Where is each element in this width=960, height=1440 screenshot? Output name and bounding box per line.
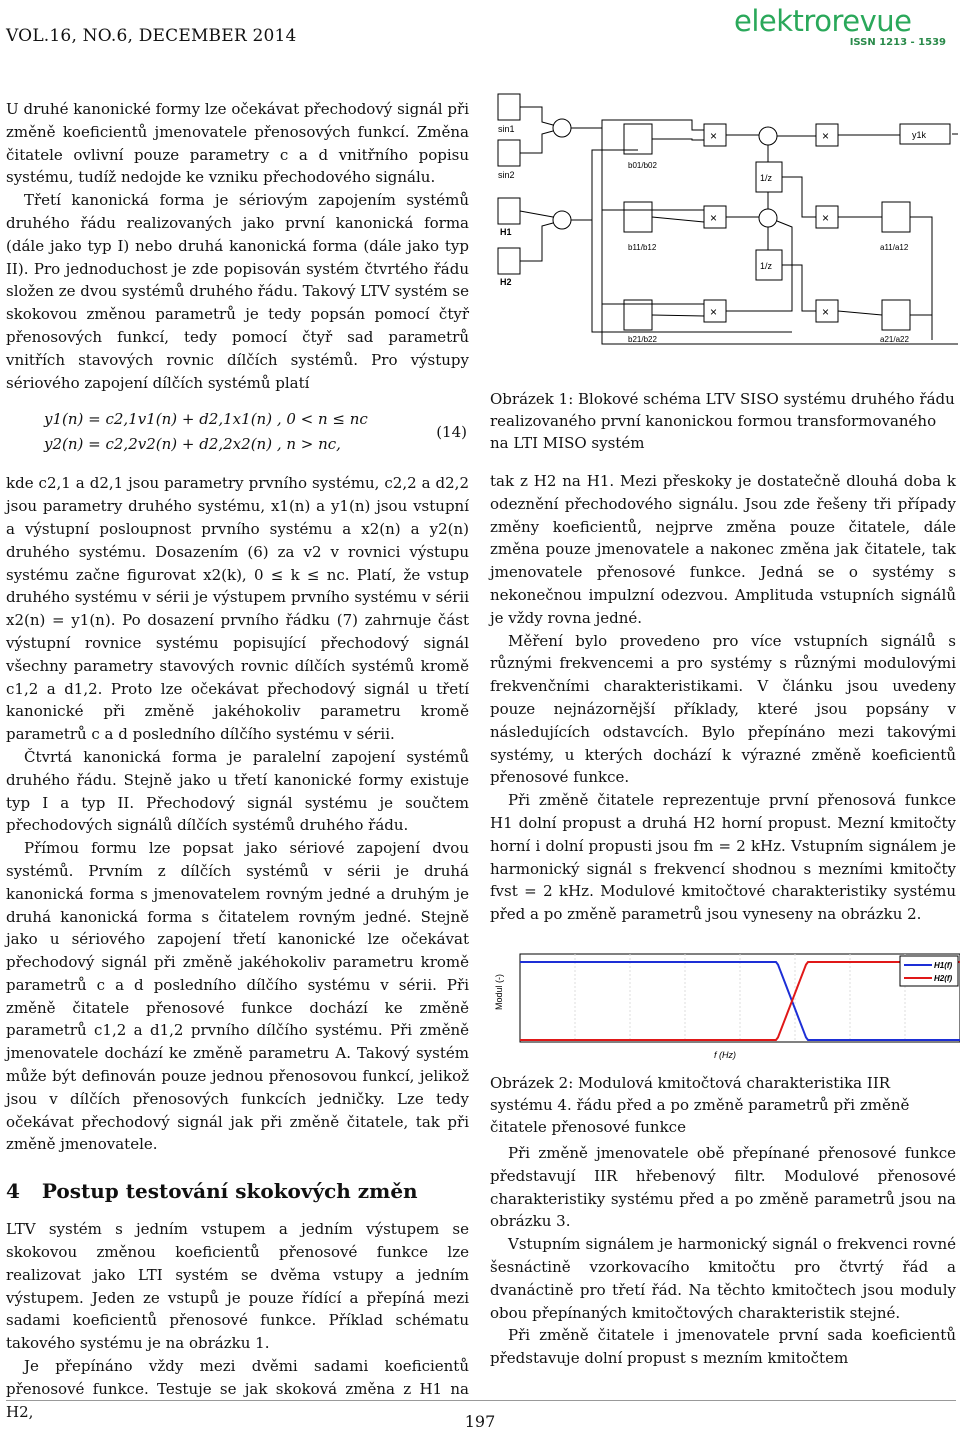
label-a11a12: a11/a12 (880, 243, 909, 252)
equation-number: (14) (436, 422, 467, 441)
sine-source-2 (498, 140, 520, 166)
step-source-h2 (498, 248, 520, 274)
svg-text:×: × (710, 211, 718, 225)
equation-line-1: y1(n) = c2,1v1(n) + d2,1x1(n) , 0 < n ≤ nc (44, 410, 368, 429)
sum-block-1 (553, 119, 571, 137)
label-delay-2: 1/z (760, 261, 773, 271)
paragraph: kde c2,1 a d2,1 jsou parametry prvního systému, c2,2 a d2,2 jsou parametry druhého systému, x1(n) a y1(n) jsou vstupní a výstupní posloupnost prvního systému a x2(n) a y2(n) druhého systému. Dosazením (6) za v2 v rovnici výstupu systému začne figurovat x2(k), 0 ≤ k ≤ nc. Platí, že vstup druhého systému v sérii je výstupem prvního systému v sérii x2(n) = y1(n). Po dosazení prvního řádku (7) zahrnuje část výstupní rovnice systému popisující přechodový signál všechny parametry stavových rovnic dílčích systémů kromě c1,2 a d1,2. Proto lze očekávat přechodový signál u třetí kanonické při změně jakéhokoliv parametru kromě parametrů c a d posledního dílčího systému v sérii. (6, 474, 469, 744)
paragraph: tak z H2 na H1. Mezi přeskoky je dostatečně dlouhá doba k odeznění přechodového signálu. Jsou zde řešeny tři případy změny koeficientů, nejprve změna pouze čitatele, dále změna pouze jmenovatele a nakonec změna jak čitatele, tak jmenovatele přenosové funkce. Jedná se o systémy s nekonečnou impulzní odezvou. Amplituda vstupních signálů je vždy rovna jedné. (490, 472, 956, 627)
label-sin1: sin1 (498, 124, 515, 134)
label-output: y1k (912, 130, 927, 140)
label-b21b22: b21/b22 (628, 335, 657, 344)
right-column-upper (490, 470, 956, 926)
paragraph: Je přepínáno vždy mezi dvěmi sadami koeficientů přenosové funkce. Testuje se jak skoková změna z H1 na H2, (6, 1357, 469, 1421)
label-delay-1: 1/z (760, 173, 773, 183)
paragraph: Při změně čitatele i jmenovatele první sada koeficientů představuje dolní propust s mezním kmitočtem (490, 1326, 956, 1368)
label-sin2: sin2 (498, 170, 515, 180)
journal-issue: VOL.16, NO.6, DECEMBER 2014 (6, 26, 297, 46)
right-column-lower (490, 1142, 956, 1370)
svg-text:×: × (710, 129, 718, 143)
page-number: 197 (464, 1412, 496, 1431)
frequency-response-chart (492, 950, 960, 1062)
gain-a21-a22 (882, 300, 910, 330)
svg-text:×: × (822, 211, 830, 225)
y-axis-label: Modul (-) (494, 973, 504, 1010)
series-h2-line (520, 962, 960, 1040)
section-number: 4 (6, 1179, 20, 1204)
issn: ISSN 1213 - 1539 (849, 37, 946, 48)
paragraph: Vstupním signálem je harmonický signál o frekvenci rovné šesnáctině vzorkovacího kmitočtu pro čtvrtý řád a dvanáctině pro třetí řád. Na těchto kmitočtech jsou moduly obou přepínaných kmitočtových charakteristik stejné. (490, 1235, 956, 1322)
label-h1: H1 (500, 227, 512, 237)
sum-block-3 (759, 127, 777, 145)
equation-line-2: y2(n) = c2,2v2(n) + d2,2x2(n) , n > nc, (44, 435, 341, 454)
logo-part-a: elektro (734, 4, 832, 38)
label-h2: H2 (500, 277, 512, 287)
left-column (6, 98, 469, 1423)
figure-1-caption: Obrázek 1: Blokové schéma LTV SISO systému druhého řádu realizovaného první kanonickou formou transformovaného na LTI MISO systém (490, 390, 955, 452)
paragraph: Při změně jmenovatele obě přepínané přenosové funkce představují IIR hřebenový filtr. Modulové přenosové charakteristiky systému před a po změně parametrů jsou na obrázku 3. (490, 1144, 956, 1231)
equation-14 (6, 406, 469, 458)
series-h1-line (520, 962, 960, 1040)
journal-logo (734, 6, 952, 46)
svg-text:×: × (822, 129, 830, 143)
svg-text:×: × (710, 305, 718, 319)
x-axis-label: f (Hz) (714, 1050, 736, 1060)
section-heading (6, 1178, 469, 1204)
paragraph: U druhé kanonické formy lze očekávat přechodový signál při změně koeficientů jmenovatele přenosových funkcí. Změna čitatele ovlivní pouze parametry c a d vnitřního popisu systému, tudíž nedojde ke vzniku přechodového signálu. (6, 100, 469, 187)
figure-2-caption: Obrázek 2: Modulová kmitočtová charakteristika IIR systému 4. řádu před a po změně parametrů při změně čitatele přenosové funkce (490, 1074, 910, 1136)
paragraph: Čtvrtá kanonická forma je paralelní zapojení systémů druhého řádu. Stejně jako u třetí kanonické formy existuje typ I a typ II. Přechodový signál systému je součtem přechodových signálů dílčích systémů druhého řádu. (6, 747, 469, 835)
gain-a11-a12 (882, 202, 910, 232)
legend-label-h2: H2(f) (934, 974, 953, 983)
paragraph: Třetí kanonická forma je sériovým zapojením systémů druhého řádu realizovaných jako první kanonická forma (dále jako typ I) nebo druhá kanonická forma (dále jako typ II). Pro jednoduchost je zde popisován systém čtvrtého řádu složen ze dvou systémů druhého řádu. Takový LTV systém se skokovou změnou parametrů je tedy popsán pomocí čtyř přenosových funkcí, tedy pomocí čtyř sad parametrů vnitřích stavových rovnic dílčích systémů. Pro výstupy sériového zapojení dílčích systémů platí (6, 191, 469, 392)
footer-rule (6, 1400, 956, 1401)
paragraph: Při změně čitatele reprezentuje první přenosová funkce H1 dolní propust a druhá H2 horní propust. Mezní kmitočty horní i dolní propusti jsou fm = 2 kHz. Vstupním signálem je harmonický signál s frekvencí shodnou s mezními kmitočty fvst = 2 kHz. Modulové kmitočtové charakteristiky systému před a po změně parametrů jsou vyneseny na obrázku 2. (490, 791, 956, 924)
label-b01b02: b01/b02 (628, 161, 657, 170)
label-a21a22: a21/a22 (880, 335, 909, 344)
gain-b11-b12 (624, 202, 652, 232)
step-source-h1 (498, 198, 520, 224)
legend-label-h1: H1(f) (934, 961, 953, 970)
section-title: Postup testování skokových změn (41, 1179, 418, 1204)
paragraph: LTV systém s jedním vstupem a jedním výstupem se skokovou změnou koeficientů přenosové funkce lze realizovat jako LTI systém se dvěma vstupy a jedním výstupem. Jeden ze vstupů je pouze řídící a přepíná mezi sadami koeficientů přenosové funkce. Příklad schématu takového systému je na obrázku 1. (6, 1220, 469, 1353)
paragraph: Přímou formu lze popsat jako sériové zapojení dvou systémů. Prvním z dílčích systémů v sérii je druhá kanonická forma s jmenovatelem rovným jedné a druhým je druhá kanonická forma s čitatelem rovným jedné. Stejně jako u sériového zapojení třetí kanonické lze očekávat přechodový signál při změně jakéhokoliv parametru kromě parametrů c a d posledního dílčího systému v sérii. Při změně čitatele přenosové funkce dochází ke změně parametrů c1,2 a d1,2 prvního dílčího systému. Při změně jmenovatele dochází ke změně parametru A. Takový systém může být definován pouze jednou přenosovou funkcí, jelikož jsou v dílčích přenosových funkcích jedničky. Lze tedy očekávat přechodový signál jak při změně čitatele, tak při změně jmenovatele. (6, 839, 469, 1154)
paragraph: Měření bylo provedeno pro více vstupních signálů s různými frekvencemi a pro systémy s různými modulovými frekvenčními charakteristikami. V článku jsou uvedeny pouze nejnázornější příklady, které jsou popsány v následujících odstavcích. Bylo přepínáno mezi takovými systémy, u kterých dochází k výrazné změně koeficientů přenosové funkce. (490, 631, 956, 787)
sine-source-1 (498, 94, 520, 120)
block-diagram-figure (492, 90, 958, 352)
sum-block-2 (553, 211, 571, 229)
logo-part-b: revue (831, 4, 912, 38)
label-b11b12: b11/b12 (628, 243, 657, 252)
sum-block-4 (759, 209, 777, 227)
svg-text:×: × (822, 305, 830, 319)
